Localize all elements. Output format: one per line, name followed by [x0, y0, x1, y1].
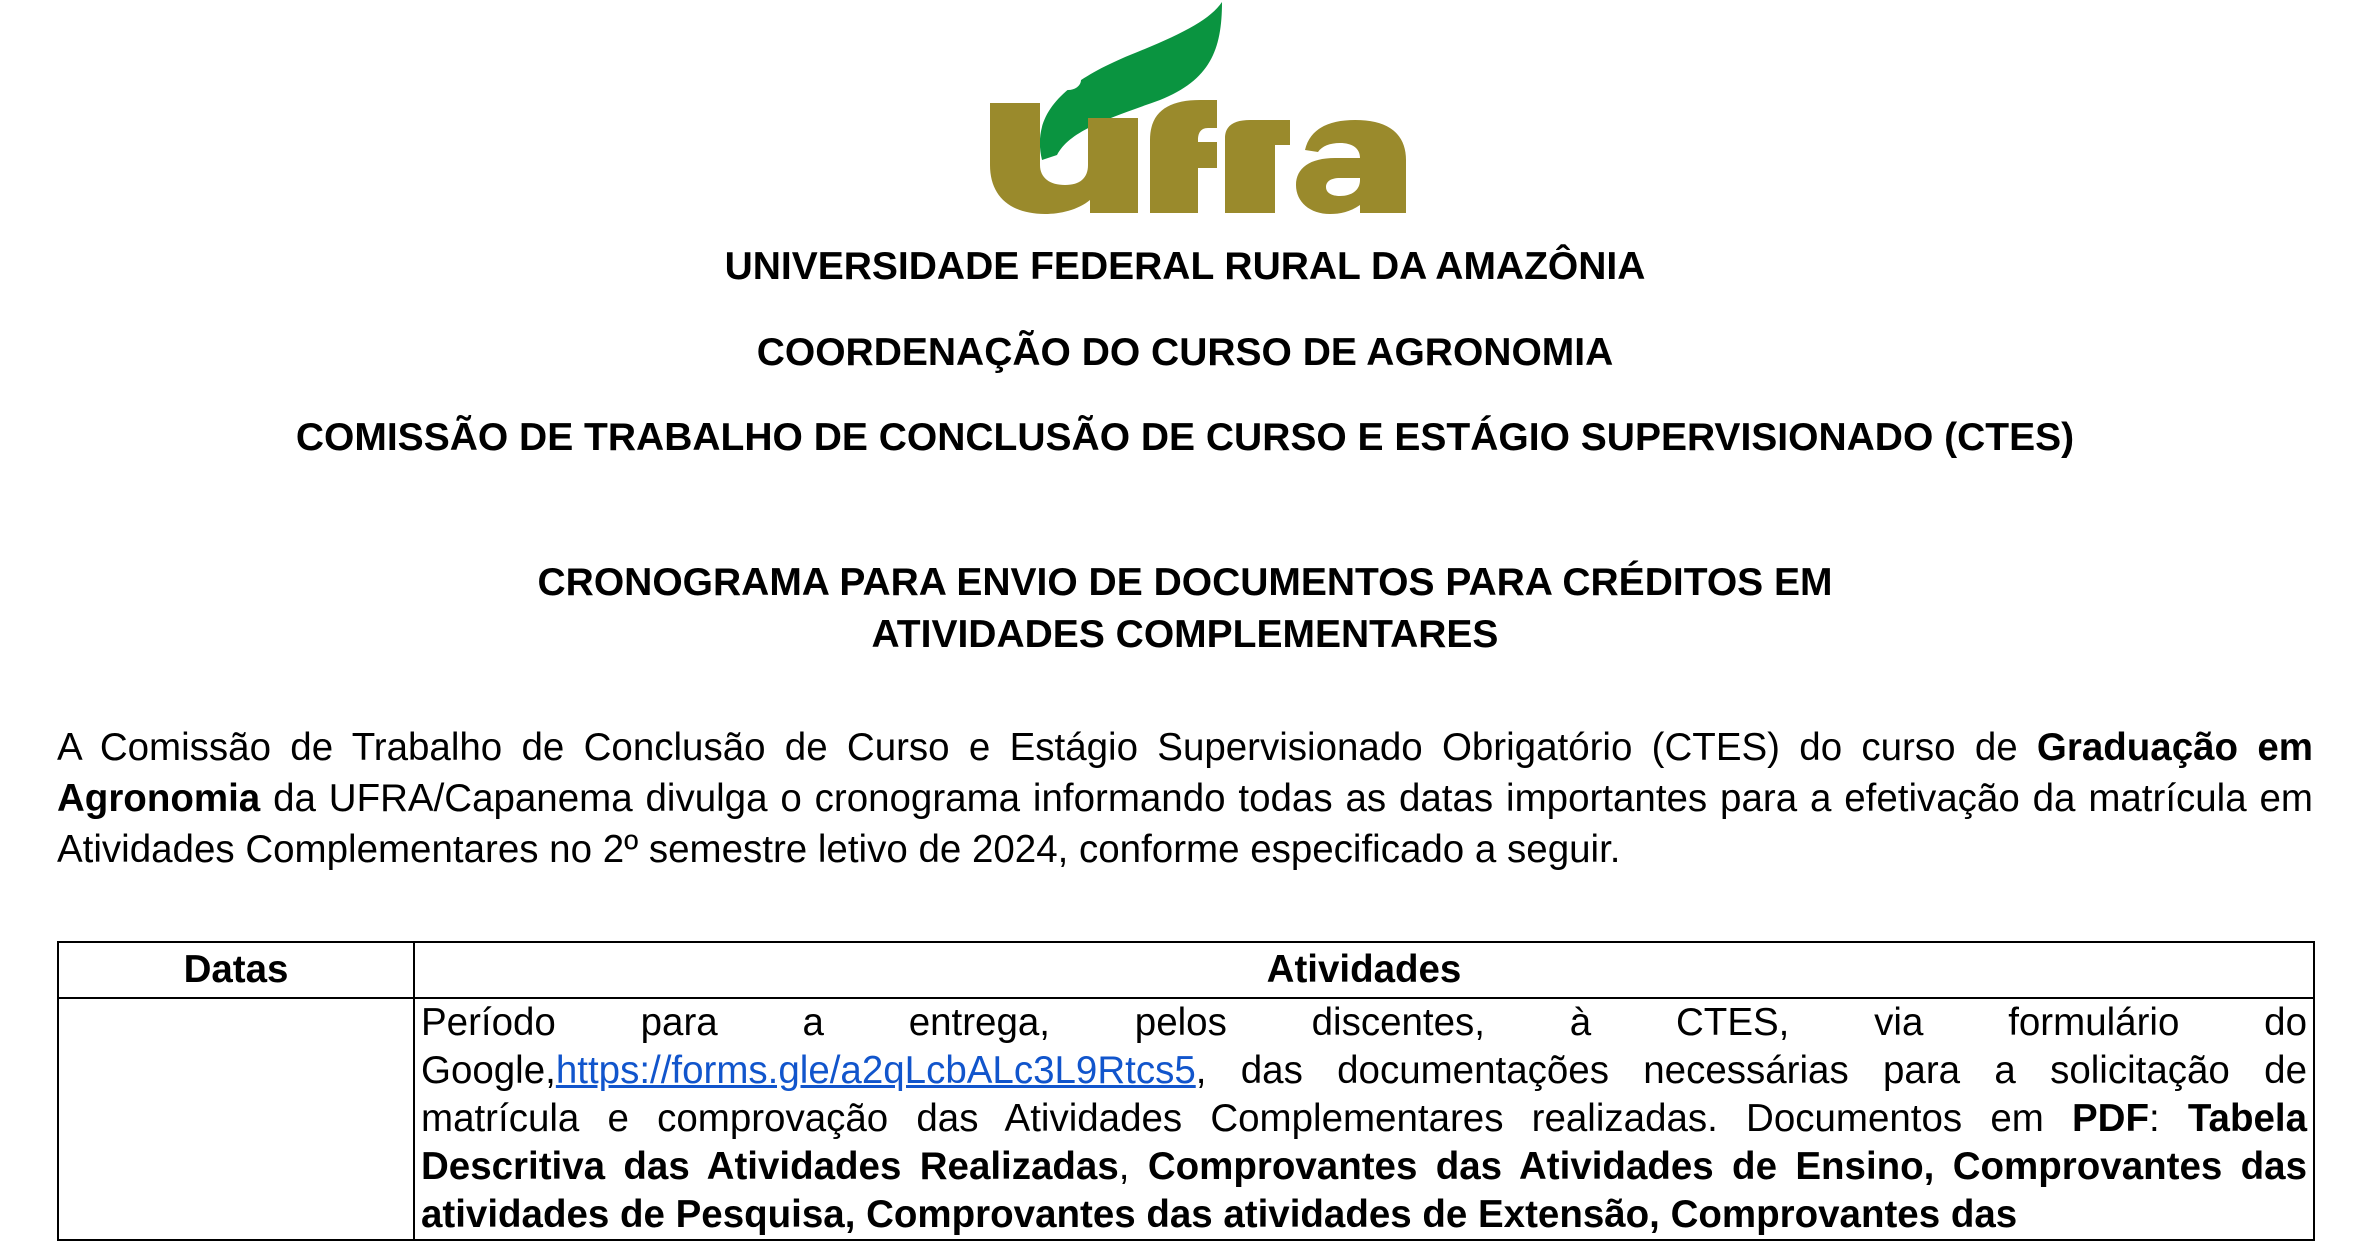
- intro-bold-course: Graduação em Agronomia: [57, 726, 2313, 820]
- header-activities: Atividades: [414, 942, 2314, 998]
- document-title-line1: CRONOGRAMA PARA ENVIO DE DOCUMENTOS PARA CRÉDITOS EM: [537, 561, 1833, 604]
- activity-text: :: [2149, 1097, 2188, 1140]
- google-form-link[interactable]: https://forms.gle/a2qLcbALc3L9Rtcs5: [555, 1049, 1196, 1092]
- ufra-logo: [960, 0, 1420, 218]
- table-row: [58, 998, 2314, 1240]
- activity-bold: Tabela Descritiva das Atividades Realizadas: [421, 1097, 2307, 1188]
- commission-name: COMISSÃO DE TRABALHO DE CONCLUSÃO DE CURSO E ESTÁGIO SUPERVISIONADO (CTES): [295, 416, 2075, 459]
- coordination-name: COORDENAÇÃO DO CURSO DE AGRONOMIA: [756, 331, 1614, 374]
- cell-activity: [414, 998, 2314, 1240]
- table-header-row: [58, 942, 2314, 998]
- activity-text: Período para a entrega, pelos discentes, à CTES, via formulário do Google,: [421, 1001, 2307, 1092]
- header-dates: Datas: [58, 942, 414, 998]
- activity-text: , das documentações necessárias para a solicitação de matrícula e comprovação das Atividades Complementares realizadas. Documentos em: [421, 1049, 2307, 1140]
- university-name: UNIVERSIDADE FEDERAL RURAL DA AMAZÔNIA: [724, 245, 1646, 288]
- document-title-line2: ATIVIDADES COMPLEMENTARES: [871, 613, 1499, 656]
- activity-bold: Comprovantes das Atividades de Ensino, Comprovantes das atividades de Pesquisa, Comprovantes das atividades de Extensão, Comprovantes das: [421, 1145, 2307, 1236]
- cell-date: [58, 998, 414, 1240]
- intro-text: A Comissão de Trabalho de Conclusão de Curso e Estágio Supervisionado Obrigatório (CTES) do curso de: [57, 726, 2037, 769]
- intro-text-rest: da UFRA/Capanema divulga o cronograma informando todas as datas importantes para a efetivação da matrícula em Atividades Complementares no 2º semestre letivo de 2024, conforme especificado a seguir.: [57, 777, 2313, 871]
- activity-bold: PDF: [2072, 1097, 2149, 1140]
- intro-paragraph: [57, 722, 2313, 875]
- schedule-table: [57, 941, 2315, 1241]
- activity-text: ,: [1118, 1145, 1148, 1188]
